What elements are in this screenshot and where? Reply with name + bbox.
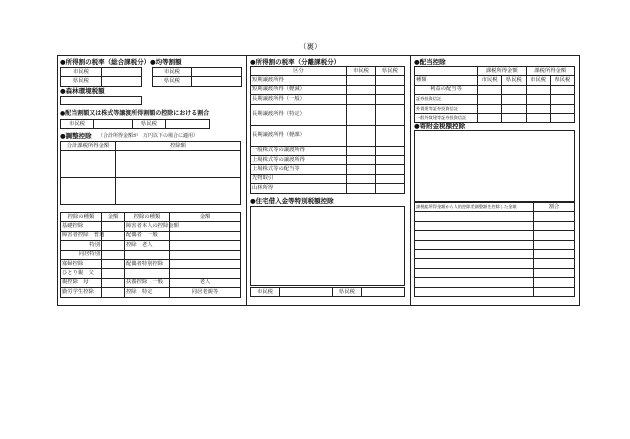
separate-header-kind: 区分 [251, 67, 347, 76]
deduction-r7-d: 同居老親等 [170, 288, 241, 297]
column-divider-2 [410, 55, 411, 306]
separate-header-city: 市民税 [347, 67, 376, 76]
adjust-table [60, 141, 241, 205]
separate-row-city [347, 104, 376, 125]
separate-header-pref: 県民税 [376, 67, 405, 76]
forest-tax-box [60, 96, 142, 105]
adjust-heading: ●調整控除 [60, 132, 92, 140]
housing-city-value [280, 288, 333, 297]
adjust-cell-2a [61, 178, 116, 205]
separate-row-city [347, 85, 376, 94]
equal-city-label: 市民税 [153, 68, 192, 77]
deduction-r1-b [102, 231, 125, 240]
equal-rate-heading: ●均等割額 [150, 58, 182, 66]
separate-row-pref [376, 85, 405, 94]
deduction-r6-a: 親控除 母 [61, 278, 102, 287]
dividend-ratio-table [60, 119, 210, 129]
dividend-header-city-2: 市民税 [526, 76, 550, 85]
separate-row-label: 短期譲渡所得（軽減） [251, 85, 347, 94]
separate-row-pref [376, 184, 405, 193]
donation-footer-label: 課税総所得金額から人的控除差調整額を控除した金額 [415, 203, 534, 212]
income-city-label: 市民税 [61, 68, 102, 77]
separate-row-label: 上場株式等の配当等 [251, 165, 347, 174]
donation-footer-rate: 割合 [534, 203, 575, 212]
separate-row-city [347, 174, 376, 183]
separate-row-label: 先物取引 [251, 174, 347, 183]
housing-pref-value [362, 288, 405, 297]
separate-row-pref [376, 125, 405, 146]
deduction-r3-c [125, 250, 170, 259]
dividend-row-label: 一般外貨建等証券投資信託 [415, 113, 478, 122]
deduction-r2-c: 控除 老人 [125, 241, 170, 250]
separate-row-label: 山林所得 [251, 184, 347, 193]
dividend-row-label: 利益の配当等 [415, 85, 478, 94]
separate-rate-heading: ●所得割の税率（分離課税分） [250, 58, 341, 66]
income-tax-rate-heading: ●所得割の税率（総合課税分） [60, 58, 151, 66]
housing-city-label: 市民税 [251, 288, 280, 297]
deduction-r7-c: 控除 特定 [125, 288, 170, 297]
income-tax-rate-table [60, 67, 142, 87]
income-pref-label: 県民税 [61, 77, 102, 86]
deduction-r0-d [170, 222, 241, 231]
deduction-r1-d [170, 231, 241, 240]
deduction-header-amount-2: 金額 [170, 213, 241, 222]
adjust-cell-1b [116, 151, 241, 178]
separate-row-label: 上場株式等の譲渡所得 [251, 155, 347, 164]
adjust-cell-2b [116, 178, 241, 205]
deduction-r6-b [102, 278, 125, 287]
deduction-r5-b [102, 269, 125, 278]
deduction-r4-c: 配偶者特別控除 [125, 259, 170, 268]
donation-box [414, 130, 575, 202]
separate-row-city [347, 95, 376, 104]
deduction-r0-a: 基礎控除 [61, 222, 102, 231]
dividend-header-pref-2: 県民税 [550, 76, 574, 85]
adjust-cell-1a [61, 151, 116, 178]
forest-tax-heading: ●森林環境税額 [60, 87, 105, 95]
deduction-r6-c: 扶養控除 一般 [125, 278, 170, 287]
deduction-r2-d [170, 241, 241, 250]
dividend-deduction-table [414, 66, 575, 123]
equal-city-value [192, 68, 242, 77]
separate-row-pref [376, 104, 405, 125]
housing-pref-label: 県民税 [333, 288, 362, 297]
deduction-r5-a: ひとり親 父 [61, 269, 102, 278]
housing-loan-heading: ●住宅借入金等特別税額控除 [250, 197, 334, 205]
deduction-r6-d: 老人 [170, 278, 241, 287]
separate-row-pref [376, 155, 405, 164]
separate-row-city [347, 125, 376, 146]
dividend-pref-value [166, 120, 210, 129]
deduction-r1-a: 障害者控除 普通 [61, 231, 102, 240]
dividend-header-kind: 種類 [415, 76, 478, 85]
separate-row-city [347, 146, 376, 155]
dividend-pref-label: 県民税 [133, 120, 166, 129]
dividend-city-label: 市民税 [61, 120, 94, 129]
equal-rate-table [152, 67, 242, 87]
adjust-header-amount: 控除額 [116, 142, 241, 151]
deduction-r1-c: 配偶者 一般 [125, 231, 170, 240]
deduction-r4-a: 寡婦控除 [61, 259, 102, 268]
deductions-table [60, 212, 241, 298]
deduction-r3-a: 同居特別 [61, 250, 102, 259]
separate-row-city [347, 155, 376, 164]
deduction-header-amount-1: 金額 [102, 213, 125, 222]
deduction-header-type-2: 控除の種類 [125, 213, 170, 222]
housing-loan-box [250, 206, 405, 286]
deduction-r5-c [125, 269, 170, 278]
separate-row-label: 長期譲渡所得（特定） [251, 104, 347, 125]
separate-row-city [347, 184, 376, 193]
deduction-r7-a: 勤労学生控除 [61, 288, 102, 297]
dividend-city-value [94, 120, 133, 129]
deduction-r3-d [170, 250, 241, 259]
dividend-deduction-heading: ●配当控除 [414, 58, 446, 66]
donation-heading: ●寄附金税額控除 [414, 122, 466, 130]
separate-row-pref [376, 95, 405, 104]
dividend-header-city-1: 市民税 [478, 76, 502, 85]
separate-row-label: 長期譲渡所得（一般） [251, 95, 347, 104]
separate-rate-table [250, 66, 405, 194]
deduction-header-type-1: 控除の種類 [61, 213, 102, 222]
separate-row-label: 短期譲渡所得 [251, 76, 347, 85]
deduction-r4-d [170, 259, 241, 268]
deduction-r2-b [102, 241, 125, 250]
deduction-r0-c: 障害者本人の控除金額 [125, 222, 170, 231]
deduction-r7-b [102, 288, 125, 297]
deduction-r4-b [102, 259, 125, 268]
equal-pref-value [192, 77, 242, 86]
dividend-row-label: 外貨建等証券投資信託 [415, 104, 478, 113]
dividend-header-income-1: 課税所得金額 [478, 67, 527, 76]
separate-row-city [347, 76, 376, 85]
separate-row-pref [376, 165, 405, 174]
adjust-note: （合計所得金額が 万円以下の場合に適用） [98, 133, 199, 139]
separate-row-label: 長期譲渡所得（軽課） [251, 125, 347, 146]
income-city-value [102, 68, 142, 77]
deduction-r2-a: 特別 [61, 241, 102, 250]
page-title: （裏） [299, 42, 322, 51]
housing-loan-table [250, 287, 405, 297]
equal-pref-label: 県民税 [153, 77, 192, 86]
separate-row-pref [376, 146, 405, 155]
adjust-header-income: 合計課税所得金額 [61, 142, 116, 151]
dividend-row-label: 証券投資信託 [415, 95, 478, 104]
deduction-r0-b [102, 222, 125, 231]
dividend-header-income-2: 課税所得金額 [526, 67, 575, 76]
separate-row-pref [376, 174, 405, 183]
deduction-r5-d [170, 269, 241, 278]
deduction-r3-b [102, 250, 125, 259]
donation-table [414, 202, 575, 297]
column-divider-1 [246, 55, 247, 306]
dividend-ratio-heading: ●配当割額又は株式等譲渡所得割額の控除における割合 [60, 110, 210, 117]
dividend-header-pref-1: 県民税 [502, 76, 526, 85]
separate-row-pref [376, 76, 405, 85]
income-pref-value [102, 77, 142, 86]
separate-row-city [347, 165, 376, 174]
separate-row-label: 一般株式等の譲渡所得 [251, 146, 347, 155]
